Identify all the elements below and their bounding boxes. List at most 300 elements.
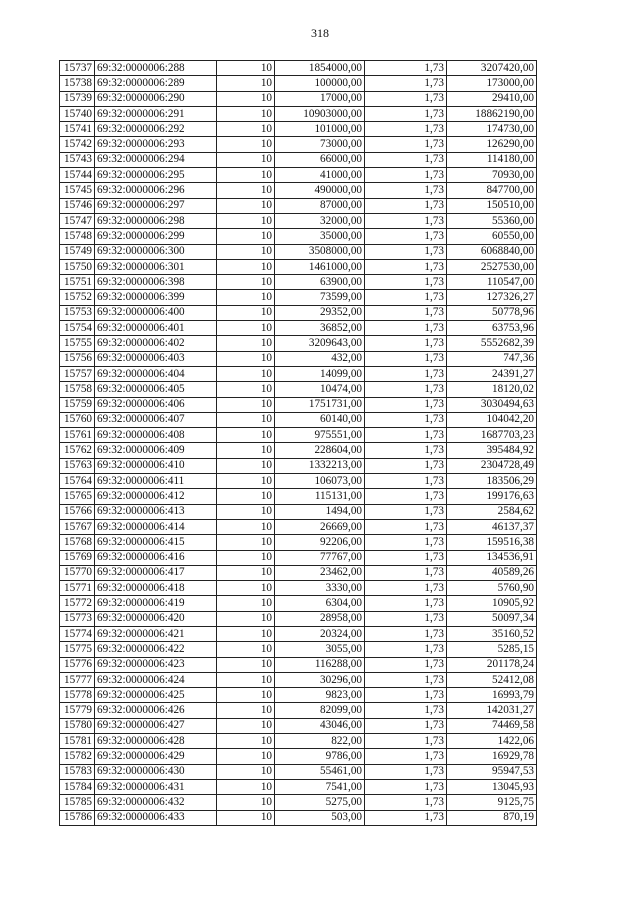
table-row (60, 61, 537, 76)
data-table (59, 60, 537, 826)
amount-cell: 126290,00 (447, 137, 537, 152)
cadastral-value-cell: 41000,00 (275, 168, 365, 183)
amount-cell: 2304728,49 (447, 458, 537, 473)
cadastral-number-cell: 69:32:0000006:290 (95, 91, 217, 106)
cadastral-number-cell: 69:32:0000006:432 (95, 795, 217, 810)
cadastral-value-cell: 63900,00 (275, 275, 365, 290)
coefficient-cell: 10 (217, 61, 275, 76)
cadastral-number-cell: 69:32:0000006:400 (95, 305, 217, 320)
cadastral-number-cell: 69:32:0000006:292 (95, 122, 217, 137)
row-number-cell: 15742 (60, 137, 95, 152)
rate-cell: 1,73 (365, 397, 447, 412)
cadastral-number-cell: 69:32:0000006:399 (95, 290, 217, 305)
row-number-cell: 15758 (60, 382, 95, 397)
cadastral-number-cell: 69:32:0000006:403 (95, 351, 217, 366)
table-row (60, 779, 537, 794)
rate-cell: 1,73 (365, 61, 447, 76)
cadastral-value-cell: 3209643,00 (275, 336, 365, 351)
coefficient-cell: 10 (217, 764, 275, 779)
cadastral-number-cell: 69:32:0000006:431 (95, 779, 217, 794)
amount-cell: 159516,38 (447, 535, 537, 550)
amount-cell: 63753,96 (447, 321, 537, 336)
coefficient-cell: 10 (217, 657, 275, 672)
rate-cell: 1,73 (365, 443, 447, 458)
coefficient-cell: 10 (217, 213, 275, 228)
rate-cell: 1,73 (365, 611, 447, 626)
amount-cell: 114180,00 (447, 152, 537, 167)
coefficient-cell: 10 (217, 91, 275, 106)
table-row (60, 581, 537, 596)
cadastral-number-cell: 69:32:0000006:430 (95, 764, 217, 779)
row-number-cell: 15757 (60, 366, 95, 381)
cadastral-number-cell: 69:32:0000006:424 (95, 672, 217, 687)
amount-cell: 104042,20 (447, 412, 537, 427)
coefficient-cell: 10 (217, 122, 275, 137)
cadastral-number-cell: 69:32:0000006:296 (95, 183, 217, 198)
row-number-cell: 15782 (60, 749, 95, 764)
cadastral-number-cell: 69:32:0000006:410 (95, 458, 217, 473)
table-row (60, 106, 537, 121)
rate-cell: 1,73 (365, 474, 447, 489)
cadastral-number-cell: 69:32:0000006:297 (95, 198, 217, 213)
amount-cell: 16929,78 (447, 749, 537, 764)
amount-cell: 9125,75 (447, 795, 537, 810)
cadastral-value-cell: 30296,00 (275, 672, 365, 687)
rate-cell: 1,73 (365, 183, 447, 198)
amount-cell: 52412,08 (447, 672, 537, 687)
table-row (60, 336, 537, 351)
row-number-cell: 15785 (60, 795, 95, 810)
table-row (60, 213, 537, 228)
coefficient-cell: 10 (217, 366, 275, 381)
rate-cell: 1,73 (365, 519, 447, 534)
coefficient-cell: 10 (217, 259, 275, 274)
row-number-cell: 15762 (60, 443, 95, 458)
row-number-cell: 15751 (60, 275, 95, 290)
row-number-cell: 15740 (60, 106, 95, 121)
rate-cell: 1,73 (365, 458, 447, 473)
coefficient-cell: 10 (217, 734, 275, 749)
cadastral-number-cell: 69:32:0000006:428 (95, 734, 217, 749)
coefficient-cell: 10 (217, 565, 275, 580)
rate-cell: 1,73 (365, 703, 447, 718)
row-number-cell: 15738 (60, 76, 95, 91)
rate-cell: 1,73 (365, 198, 447, 213)
cadastral-number-cell: 69:32:0000006:425 (95, 688, 217, 703)
row-number-cell: 15745 (60, 183, 95, 198)
cadastral-number-cell: 69:32:0000006:417 (95, 565, 217, 580)
table-row (60, 795, 537, 810)
table-row (60, 366, 537, 381)
cadastral-number-cell: 69:32:0000006:418 (95, 581, 217, 596)
cadastral-number-cell: 69:32:0000006:289 (95, 76, 217, 91)
cadastral-number-cell: 69:32:0000006:426 (95, 703, 217, 718)
row-number-cell: 15737 (60, 61, 95, 76)
coefficient-cell: 10 (217, 412, 275, 427)
amount-cell: 18862190,00 (447, 106, 537, 121)
cadastral-number-cell: 69:32:0000006:293 (95, 137, 217, 152)
table-row (60, 596, 537, 611)
coefficient-cell: 10 (217, 351, 275, 366)
cadastral-number-cell: 69:32:0000006:415 (95, 535, 217, 550)
table-row (60, 749, 537, 764)
row-number-cell: 15771 (60, 581, 95, 596)
cadastral-value-cell: 1332213,00 (275, 458, 365, 473)
rate-cell: 1,73 (365, 535, 447, 550)
amount-cell: 173000,00 (447, 76, 537, 91)
table-row (60, 428, 537, 443)
rate-cell: 1,73 (365, 718, 447, 733)
rate-cell: 1,73 (365, 795, 447, 810)
cadastral-number-cell: 69:32:0000006:300 (95, 244, 217, 259)
cadastral-value-cell: 92206,00 (275, 535, 365, 550)
page-number: 318 (311, 26, 329, 40)
row-number-cell: 15752 (60, 290, 95, 305)
cadastral-value-cell: 3508000,00 (275, 244, 365, 259)
row-number-cell: 15754 (60, 321, 95, 336)
rate-cell: 1,73 (365, 672, 447, 687)
rate-cell: 1,73 (365, 412, 447, 427)
cadastral-value-cell: 432,00 (275, 351, 365, 366)
coefficient-cell: 10 (217, 290, 275, 305)
table-row (60, 611, 537, 626)
coefficient-cell: 10 (217, 626, 275, 641)
table-row (60, 91, 537, 106)
table-row (60, 412, 537, 427)
amount-cell: 110547,00 (447, 275, 537, 290)
cadastral-number-cell: 69:32:0000006:411 (95, 474, 217, 489)
cadastral-value-cell: 14099,00 (275, 366, 365, 381)
row-number-cell: 15778 (60, 688, 95, 703)
cadastral-number-cell: 69:32:0000006:408 (95, 428, 217, 443)
amount-cell: 127326,27 (447, 290, 537, 305)
cadastral-value-cell: 3330,00 (275, 581, 365, 596)
amount-cell: 395484,92 (447, 443, 537, 458)
cadastral-value-cell: 101000,00 (275, 122, 365, 137)
table-row (60, 229, 537, 244)
table-row (60, 351, 537, 366)
cadastral-value-cell: 28958,00 (275, 611, 365, 626)
table-row (60, 244, 537, 259)
cadastral-value-cell: 1461000,00 (275, 259, 365, 274)
rate-cell: 1,73 (365, 657, 447, 672)
row-number-cell: 15763 (60, 458, 95, 473)
rate-cell: 1,73 (365, 428, 447, 443)
cadastral-number-cell: 69:32:0000006:288 (95, 61, 217, 76)
amount-cell: 3030494,63 (447, 397, 537, 412)
row-number-cell: 15766 (60, 504, 95, 519)
row-number-cell: 15755 (60, 336, 95, 351)
row-number-cell: 15774 (60, 626, 95, 641)
cadastral-value-cell: 87000,00 (275, 198, 365, 213)
cadastral-value-cell: 73599,00 (275, 290, 365, 305)
cadastral-number-cell: 69:32:0000006:416 (95, 550, 217, 565)
coefficient-cell: 10 (217, 489, 275, 504)
amount-cell: 60550,00 (447, 229, 537, 244)
coefficient-cell: 10 (217, 611, 275, 626)
cadastral-number-cell: 69:32:0000006:291 (95, 106, 217, 121)
amount-cell: 50778,96 (447, 305, 537, 320)
row-number-cell: 15753 (60, 305, 95, 320)
row-number-cell: 15779 (60, 703, 95, 718)
table-row (60, 259, 537, 274)
cadastral-value-cell: 100000,00 (275, 76, 365, 91)
rate-cell: 1,73 (365, 382, 447, 397)
table-row (60, 550, 537, 565)
rate-cell: 1,73 (365, 229, 447, 244)
rate-cell: 1,73 (365, 734, 447, 749)
row-number-cell: 15760 (60, 412, 95, 427)
rate-cell: 1,73 (365, 596, 447, 611)
cadastral-number-cell: 69:32:0000006:429 (95, 749, 217, 764)
row-number-cell: 15759 (60, 397, 95, 412)
cadastral-number-cell: 69:32:0000006:301 (95, 259, 217, 274)
row-number-cell: 15777 (60, 672, 95, 687)
row-number-cell: 15768 (60, 535, 95, 550)
table-row (60, 489, 537, 504)
cadastral-number-cell: 69:32:0000006:299 (95, 229, 217, 244)
row-number-cell: 15761 (60, 428, 95, 443)
rate-cell: 1,73 (365, 275, 447, 290)
cadastral-value-cell: 1494,00 (275, 504, 365, 519)
table-row (60, 734, 537, 749)
cadastral-number-cell: 69:32:0000006:294 (95, 152, 217, 167)
cadastral-value-cell: 23462,00 (275, 565, 365, 580)
coefficient-cell: 10 (217, 321, 275, 336)
cadastral-number-cell: 69:32:0000006:419 (95, 596, 217, 611)
table-row (60, 474, 537, 489)
coefficient-cell: 10 (217, 535, 275, 550)
cadastral-value-cell: 5275,00 (275, 795, 365, 810)
coefficient-cell: 10 (217, 458, 275, 473)
rate-cell: 1,73 (365, 305, 447, 320)
cadastral-number-cell: 69:32:0000006:402 (95, 336, 217, 351)
table-row (60, 519, 537, 534)
amount-cell: 150510,00 (447, 198, 537, 213)
row-number-cell: 15747 (60, 213, 95, 228)
cadastral-number-cell: 69:32:0000006:427 (95, 718, 217, 733)
row-number-cell: 15744 (60, 168, 95, 183)
amount-cell: 5285,15 (447, 642, 537, 657)
coefficient-cell: 10 (217, 336, 275, 351)
cadastral-value-cell: 17000,00 (275, 91, 365, 106)
coefficient-cell: 10 (217, 443, 275, 458)
rate-cell: 1,73 (365, 351, 447, 366)
amount-cell: 1687703,23 (447, 428, 537, 443)
cadastral-number-cell: 69:32:0000006:295 (95, 168, 217, 183)
cadastral-value-cell: 55461,00 (275, 764, 365, 779)
rate-cell: 1,73 (365, 336, 447, 351)
amount-cell: 183506,29 (447, 474, 537, 489)
amount-cell: 46137,37 (447, 519, 537, 534)
coefficient-cell: 10 (217, 688, 275, 703)
cadastral-value-cell: 228604,00 (275, 443, 365, 458)
cadastral-number-cell: 69:32:0000006:422 (95, 642, 217, 657)
cadastral-number-cell: 69:32:0000006:398 (95, 275, 217, 290)
cadastral-value-cell: 9786,00 (275, 749, 365, 764)
cadastral-number-cell: 69:32:0000006:413 (95, 504, 217, 519)
table-row (60, 137, 537, 152)
row-number-cell: 15776 (60, 657, 95, 672)
amount-cell: 2584,62 (447, 504, 537, 519)
table-row (60, 764, 537, 779)
cadastral-value-cell: 26669,00 (275, 519, 365, 534)
rate-cell: 1,73 (365, 749, 447, 764)
cadastral-value-cell: 73000,00 (275, 137, 365, 152)
cadastral-number-cell: 69:32:0000006:401 (95, 321, 217, 336)
cadastral-value-cell: 6304,00 (275, 596, 365, 611)
rate-cell: 1,73 (365, 168, 447, 183)
row-number-cell: 15786 (60, 810, 95, 825)
coefficient-cell: 10 (217, 229, 275, 244)
coefficient-cell: 10 (217, 642, 275, 657)
coefficient-cell: 10 (217, 474, 275, 489)
coefficient-cell: 10 (217, 581, 275, 596)
amount-cell: 13045,93 (447, 779, 537, 794)
rate-cell: 1,73 (365, 764, 447, 779)
rate-cell: 1,73 (365, 688, 447, 703)
row-number-cell: 15773 (60, 611, 95, 626)
rate-cell: 1,73 (365, 76, 447, 91)
rate-cell: 1,73 (365, 106, 447, 121)
coefficient-cell: 10 (217, 550, 275, 565)
cadastral-value-cell: 35000,00 (275, 229, 365, 244)
table-row (60, 275, 537, 290)
row-number-cell: 15748 (60, 229, 95, 244)
amount-cell: 1422,06 (447, 734, 537, 749)
amount-cell: 2527530,00 (447, 259, 537, 274)
amount-cell: 847700,00 (447, 183, 537, 198)
rate-cell: 1,73 (365, 581, 447, 596)
cadastral-value-cell: 82099,00 (275, 703, 365, 718)
table-row (60, 458, 537, 473)
row-number-cell: 15765 (60, 489, 95, 504)
coefficient-cell: 10 (217, 596, 275, 611)
row-number-cell: 15741 (60, 122, 95, 137)
row-number-cell: 15781 (60, 734, 95, 749)
cadastral-value-cell: 77767,00 (275, 550, 365, 565)
table-row (60, 657, 537, 672)
rate-cell: 1,73 (365, 244, 447, 259)
row-number-cell: 15783 (60, 764, 95, 779)
table-row (60, 565, 537, 580)
amount-cell: 18120,02 (447, 382, 537, 397)
rate-cell: 1,73 (365, 137, 447, 152)
coefficient-cell: 10 (217, 275, 275, 290)
coefficient-cell: 10 (217, 106, 275, 121)
cadastral-value-cell: 115131,00 (275, 489, 365, 504)
amount-cell: 142031,27 (447, 703, 537, 718)
cadastral-value-cell: 490000,00 (275, 183, 365, 198)
row-number-cell: 15770 (60, 565, 95, 580)
coefficient-cell: 10 (217, 810, 275, 825)
amount-cell: 50097,34 (447, 611, 537, 626)
coefficient-cell: 10 (217, 183, 275, 198)
table-row (60, 122, 537, 137)
table-row (60, 810, 537, 825)
rate-cell: 1,73 (365, 321, 447, 336)
coefficient-cell: 10 (217, 168, 275, 183)
rate-cell: 1,73 (365, 366, 447, 381)
row-number-cell: 15743 (60, 152, 95, 167)
cadastral-number-cell: 69:32:0000006:406 (95, 397, 217, 412)
table-row (60, 168, 537, 183)
row-number-cell: 15750 (60, 259, 95, 274)
coefficient-cell: 10 (217, 397, 275, 412)
row-number-cell: 15769 (60, 550, 95, 565)
cadastral-number-cell: 69:32:0000006:407 (95, 412, 217, 427)
rate-cell: 1,73 (365, 626, 447, 641)
row-number-cell: 15749 (60, 244, 95, 259)
table-row (60, 672, 537, 687)
coefficient-cell: 10 (217, 152, 275, 167)
cadastral-number-cell: 69:32:0000006:409 (95, 443, 217, 458)
amount-cell: 35160,52 (447, 626, 537, 641)
rate-cell: 1,73 (365, 642, 447, 657)
cadastral-number-cell: 69:32:0000006:404 (95, 366, 217, 381)
amount-cell: 134536,91 (447, 550, 537, 565)
table-row (60, 198, 537, 213)
table-row (60, 688, 537, 703)
amount-cell: 74469,58 (447, 718, 537, 733)
rate-cell: 1,73 (365, 122, 447, 137)
cadastral-value-cell: 106073,00 (275, 474, 365, 489)
coefficient-cell: 10 (217, 504, 275, 519)
row-number-cell: 15772 (60, 596, 95, 611)
cadastral-number-cell: 69:32:0000006:414 (95, 519, 217, 534)
table-row (60, 718, 537, 733)
amount-cell: 24391,27 (447, 366, 537, 381)
rate-cell: 1,73 (365, 290, 447, 305)
table-row (60, 397, 537, 412)
rate-cell: 1,73 (365, 213, 447, 228)
rate-cell: 1,73 (365, 565, 447, 580)
row-number-cell: 15764 (60, 474, 95, 489)
row-number-cell: 15746 (60, 198, 95, 213)
cadastral-value-cell: 20324,00 (275, 626, 365, 641)
amount-cell: 747,36 (447, 351, 537, 366)
table-row (60, 443, 537, 458)
row-number-cell: 15739 (60, 91, 95, 106)
amount-cell: 5760,90 (447, 581, 537, 596)
coefficient-cell: 10 (217, 244, 275, 259)
coefficient-cell: 10 (217, 382, 275, 397)
table-row (60, 152, 537, 167)
cadastral-value-cell: 1751731,00 (275, 397, 365, 412)
coefficient-cell: 10 (217, 137, 275, 152)
cadastral-value-cell: 7541,00 (275, 779, 365, 794)
table-body (60, 61, 537, 826)
rate-cell: 1,73 (365, 550, 447, 565)
cadastral-value-cell: 36852,00 (275, 321, 365, 336)
coefficient-cell: 10 (217, 795, 275, 810)
rate-cell: 1,73 (365, 779, 447, 794)
coefficient-cell: 10 (217, 76, 275, 91)
amount-cell: 40589,26 (447, 565, 537, 580)
table-row (60, 642, 537, 657)
table-row (60, 504, 537, 519)
coefficient-cell: 10 (217, 198, 275, 213)
table-row (60, 76, 537, 91)
amount-cell: 10905,92 (447, 596, 537, 611)
amount-cell: 5552682,39 (447, 336, 537, 351)
row-number-cell: 15780 (60, 718, 95, 733)
table-row (60, 305, 537, 320)
amount-cell: 95947,53 (447, 764, 537, 779)
coefficient-cell: 10 (217, 305, 275, 320)
cadastral-value-cell: 822,00 (275, 734, 365, 749)
amount-cell: 16993,79 (447, 688, 537, 703)
